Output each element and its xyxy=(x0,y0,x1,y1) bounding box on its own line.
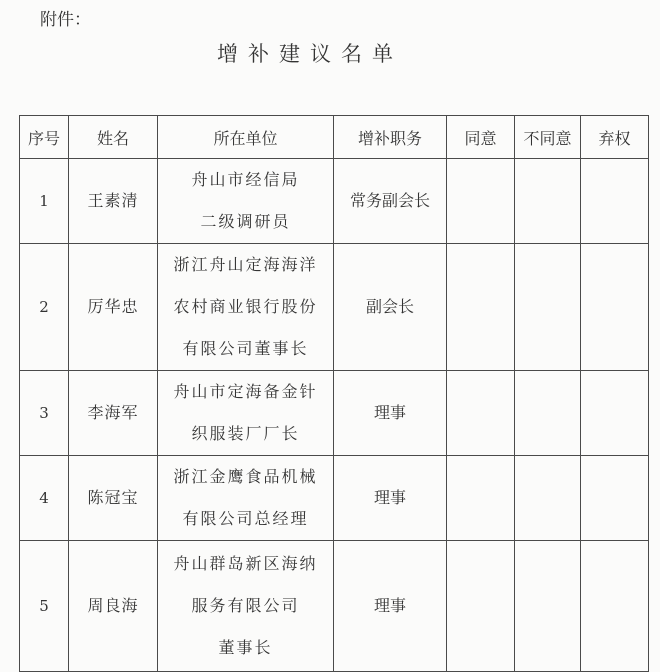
unit-line: 服务有限公司 xyxy=(191,596,300,615)
cell-no: 2 xyxy=(20,244,69,371)
cell-agree[interactable] xyxy=(447,456,515,541)
col-header-disagree: 不同意 xyxy=(515,116,581,159)
cell-position: 理事 xyxy=(334,371,447,456)
col-header-agree: 同意 xyxy=(447,116,515,159)
table-row xyxy=(20,371,649,456)
cell-agree[interactable] xyxy=(447,159,515,244)
cell-name: 李海军 xyxy=(69,371,158,456)
cell-no: 1 xyxy=(20,159,69,244)
cell-abstain[interactable] xyxy=(581,371,649,456)
cell-unit xyxy=(158,541,334,672)
cell-abstain[interactable] xyxy=(581,541,649,672)
cell-abstain[interactable] xyxy=(581,244,649,371)
table-row xyxy=(20,456,649,541)
cell-unit xyxy=(158,244,334,371)
table-row xyxy=(20,159,649,244)
page-title: 增补建议名单 xyxy=(217,42,403,66)
col-header-name: 姓名 xyxy=(69,116,158,159)
cell-name: 陈冠宝 xyxy=(69,456,158,541)
cell-abstain[interactable] xyxy=(581,456,649,541)
unit-line: 浙江舟山定海海洋 xyxy=(173,255,318,274)
unit-line: 二级调研员 xyxy=(200,212,291,231)
table-row xyxy=(20,244,649,371)
cell-no: 4 xyxy=(20,456,69,541)
table-header-row xyxy=(20,116,649,159)
table-row xyxy=(20,541,649,672)
cell-position: 理事 xyxy=(334,541,447,672)
cell-name: 王素清 xyxy=(69,159,158,244)
attachment-label: 附件： xyxy=(40,10,91,30)
unit-line: 董事长 xyxy=(218,638,273,657)
cell-no: 5 xyxy=(20,541,69,672)
cell-position: 常务副会长 xyxy=(334,159,447,244)
unit-line: 舟山市经信局 xyxy=(191,170,300,189)
unit-line: 有限公司董事长 xyxy=(182,339,309,358)
cell-unit xyxy=(158,159,334,244)
unit-line: 舟山群岛新区海纳 xyxy=(173,554,318,573)
unit-line: 浙江金鹰食品机械 xyxy=(173,467,318,486)
cell-position: 副会长 xyxy=(334,244,447,371)
unit-line: 农村商业银行股份 xyxy=(173,297,318,316)
cell-disagree[interactable] xyxy=(515,541,581,672)
col-header-no: 序号 xyxy=(20,116,69,159)
cell-name: 厉华忠 xyxy=(69,244,158,371)
cell-no: 3 xyxy=(20,371,69,456)
col-header-unit: 所在单位 xyxy=(158,116,334,159)
cell-agree[interactable] xyxy=(447,371,515,456)
cell-agree[interactable] xyxy=(447,244,515,371)
col-header-abstain: 弃权 xyxy=(581,116,649,159)
cell-unit xyxy=(158,456,334,541)
unit-line: 舟山市定海备金针 xyxy=(173,382,318,401)
unit-line: 有限公司总经理 xyxy=(182,509,309,528)
col-header-position: 增补职务 xyxy=(334,116,447,159)
cell-abstain[interactable] xyxy=(581,159,649,244)
cell-unit xyxy=(158,371,334,456)
cell-disagree[interactable] xyxy=(515,456,581,541)
cell-name: 周良海 xyxy=(69,541,158,672)
cell-disagree[interactable] xyxy=(515,159,581,244)
cell-agree[interactable] xyxy=(447,541,515,672)
nomination-table xyxy=(19,115,649,672)
cell-disagree[interactable] xyxy=(515,371,581,456)
unit-line: 织服装厂厂长 xyxy=(191,424,300,443)
cell-position: 理事 xyxy=(334,456,447,541)
cell-disagree[interactable] xyxy=(515,244,581,371)
